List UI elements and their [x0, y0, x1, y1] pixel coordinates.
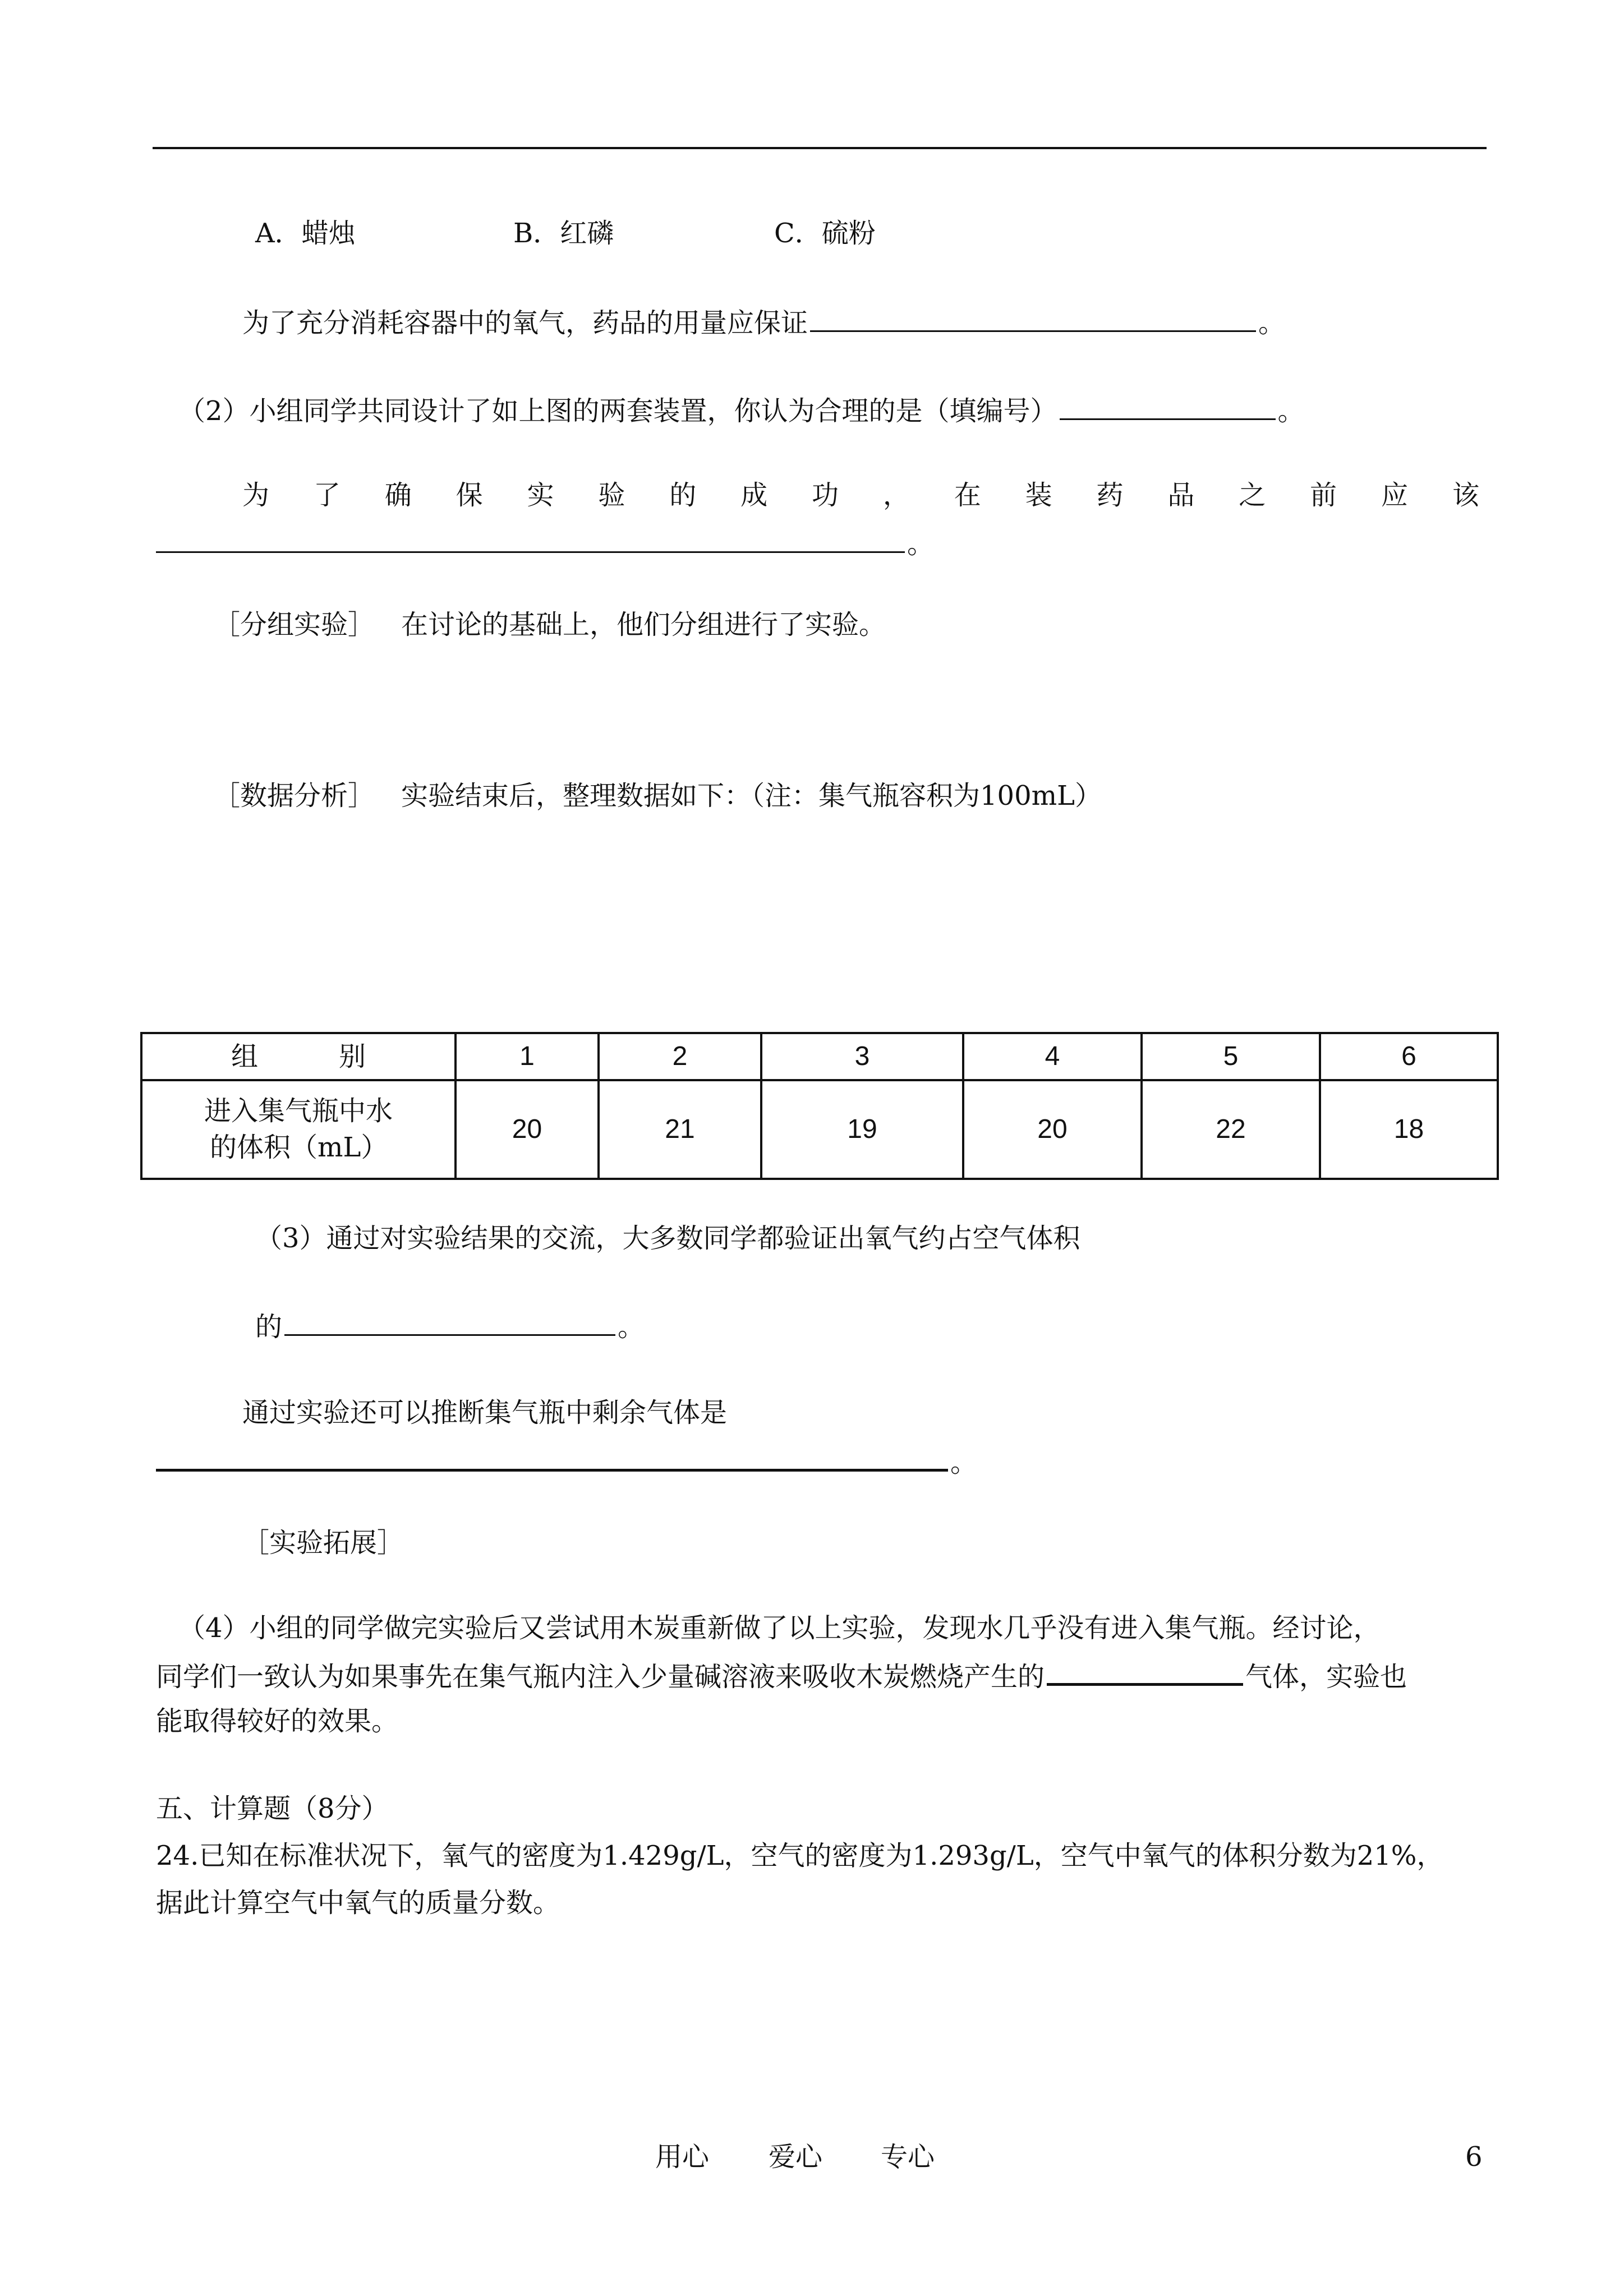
table-group-cell: 3 [761, 1033, 963, 1080]
q2-char: 应 [1381, 480, 1409, 511]
table-volume-cell: 21 [599, 1080, 761, 1179]
question-4-line2 [156, 1657, 1407, 1694]
q2-char: 药 [1096, 480, 1124, 511]
question-4-line3: 能取得较好的效果。 [156, 1705, 399, 1737]
q2-char: 之 [1239, 480, 1266, 511]
table-row-label-line2: 的体积（mL） [210, 1132, 388, 1163]
question-3-remaining-gas-blank[interactable] [156, 1443, 948, 1472]
question-3-line1: （3）通过对实验结果的交流，大多数同学都验证出氧气约占空气体积 [255, 1223, 1080, 1254]
oxygen-use-blank[interactable] [810, 305, 1256, 332]
question-4-line2-suffix: 气体，实验也 [1245, 1661, 1407, 1693]
option-b: B．红磷 [513, 218, 614, 249]
question-3-line3: 通过实验还可以推断集气瓶中剩余气体是 [242, 1397, 728, 1428]
question-2 [178, 393, 1305, 428]
q2-char: 成 [740, 480, 768, 511]
table-volume-cell: 22 [1142, 1080, 1320, 1179]
footer-motto-1: 用心 [655, 2141, 710, 2173]
section-5-title: 五、计算题（8分） [156, 1793, 389, 1824]
table-row [141, 1080, 1498, 1179]
footer-motto-3: 专心 [881, 2141, 935, 2173]
question-4-line2-prefix: 同学们一致认为如果事先在集气瓶内注入少量碱溶液来吸收木炭燃烧产生的 [156, 1661, 1045, 1693]
extension-label: ［实验拓展］ [242, 1527, 404, 1559]
question-3-fraction-blank[interactable] [284, 1308, 615, 1336]
table-volume-cell: 18 [1320, 1080, 1498, 1179]
footer-motto-2: 爱心 [769, 2141, 823, 2173]
group-experiment-text: 在讨论的基础上，他们分组进行了实验。 [401, 609, 886, 640]
q2-char: 装 [1025, 480, 1052, 511]
table-volume-cell: 20 [456, 1080, 599, 1179]
q2-char: 前 [1310, 480, 1337, 511]
question-4-gas-blank[interactable] [1047, 1657, 1243, 1686]
group-experiment-label: ［分组实验］ [213, 609, 375, 640]
table-group-cell: 1 [456, 1033, 599, 1080]
data-analysis-text: 实验结束后，整理数据如下：（注：集气瓶容积为100mL） [401, 780, 1102, 812]
q2-char: 验 [598, 480, 625, 511]
question-4-line1: （4）小组的同学做完实验后又尝试用木炭重新做了以上实验，发现水几乎没有进入集气瓶。经讨论， [178, 1612, 1381, 1644]
table-row-label [141, 1080, 456, 1179]
question-3-line2-end: 。 [618, 1311, 645, 1343]
oxygen-use-end: 。 [1258, 307, 1286, 339]
table-volume-cell: 19 [761, 1080, 963, 1179]
question-24-line2: 据此计算空气中氧气的质量分数。 [156, 1887, 560, 1919]
question-3-line2 [255, 1308, 645, 1344]
question-2-line2 [242, 478, 1479, 513]
option-c: C．硫粉 [774, 218, 876, 249]
page-number: 6 [1465, 2141, 1483, 2173]
q2-char: 了 [313, 480, 341, 511]
table-group-cell: 4 [963, 1033, 1142, 1080]
question-2-line3 [156, 525, 934, 561]
question-2-line3-end: 。 [907, 528, 935, 560]
q2-char: 确 [384, 480, 412, 511]
q2-char: 品 [1167, 480, 1195, 511]
data-table [140, 1032, 1499, 1180]
table-row [141, 1033, 1498, 1080]
question-2-end: 。 [1277, 395, 1305, 427]
question-2-text: （2）小组同学共同设计了如上图的两套装置，你认为合理的是（填编号） [178, 395, 1057, 427]
question-3-line4-end: 。 [950, 1447, 978, 1478]
data-analysis-label: ［数据分析］ [213, 780, 375, 812]
option-a: A．蜡烛 [255, 218, 356, 249]
table-row-label-line1: 进入集气瓶中水 [204, 1095, 393, 1127]
table-group-cell: 5 [1142, 1033, 1320, 1080]
q2-char: 保 [456, 480, 483, 511]
table-header-label: 组 别 [141, 1033, 456, 1080]
oxygen-use-line [242, 305, 1285, 340]
q2-char: 功 [812, 480, 839, 511]
question-24-line1: 24.已知在标准状况下，氧气的密度为1.429g/L，空气的密度为1.293g/L，空气中氧气的体积分数为21%， [156, 1840, 1444, 1871]
question-3-line2-prefix: 的 [255, 1311, 283, 1343]
question-2-precheck-blank[interactable] [156, 525, 905, 553]
table-group-cell: 2 [599, 1033, 761, 1080]
q2-char: 实 [527, 480, 554, 511]
table-volume-cell: 20 [963, 1080, 1142, 1179]
question-3-line4 [156, 1443, 977, 1480]
q2-char: 的 [669, 480, 697, 511]
question-2-blank[interactable] [1060, 393, 1276, 420]
table-group-cell: 6 [1320, 1033, 1498, 1080]
q2-char: ， [882, 480, 910, 511]
header-rule [153, 147, 1487, 149]
q2-char: 该 [1452, 480, 1479, 511]
q2-char: 为 [242, 480, 270, 511]
q2-char: 在 [954, 480, 981, 511]
oxygen-use-text: 为了充分消耗容器中的氧气，药品的用量应保证 [242, 307, 808, 339]
